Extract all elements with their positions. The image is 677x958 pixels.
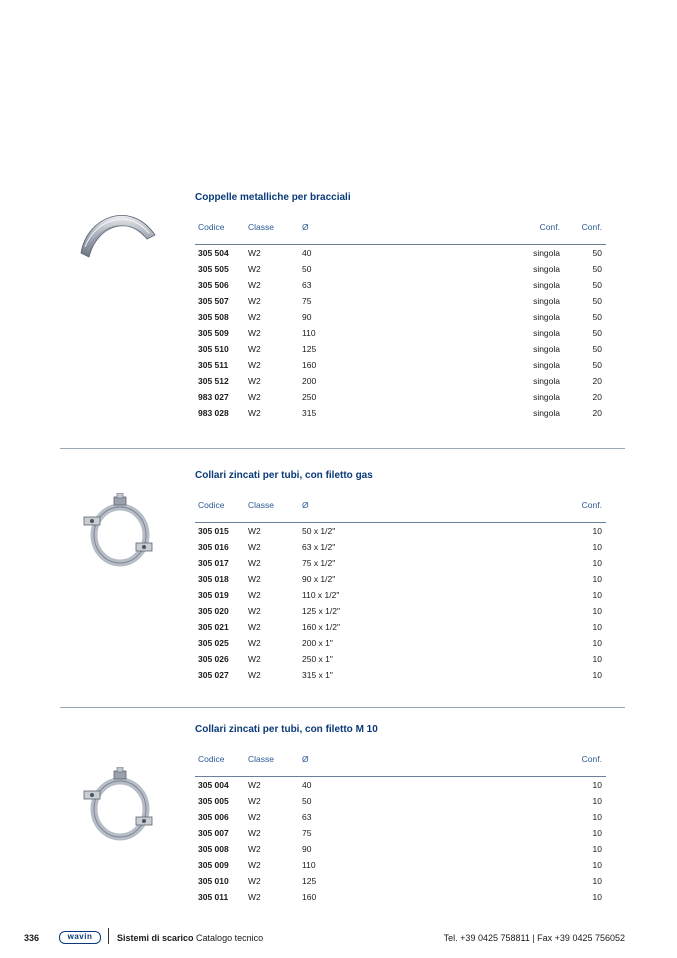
cell-conf1: singola <box>533 360 560 370</box>
page-number: 336 <box>24 933 40 943</box>
cell-code: 983 027 <box>198 392 229 402</box>
cell-code: 305 512 <box>198 376 229 386</box>
cell-cls: W2 <box>248 574 261 584</box>
cell-cls: W2 <box>248 312 261 322</box>
section-divider <box>60 448 625 449</box>
table-row <box>0 812 677 828</box>
cell-code: 305 005 <box>198 796 229 806</box>
cell-code: 305 504 <box>198 248 229 258</box>
cell-conf1: singola <box>533 248 560 258</box>
cell-cls: W2 <box>248 344 261 354</box>
cell-conf1: singola <box>533 392 560 402</box>
cell-conf2: 10 <box>592 654 602 664</box>
header-diameter: Ø <box>302 500 309 510</box>
footer-separator <box>108 928 109 944</box>
header-code: Codice <box>198 754 225 764</box>
cell-dia: 125 x 1/2" <box>302 606 340 616</box>
header-conf-qty: Conf. <box>581 500 602 510</box>
table-row <box>0 654 677 670</box>
header-class: Classe <box>248 500 274 510</box>
table-row <box>0 622 677 638</box>
cell-conf2: 10 <box>592 590 602 600</box>
cell-cls: W2 <box>248 590 261 600</box>
table-row <box>0 590 677 606</box>
cell-dia: 90 <box>302 312 312 322</box>
cell-cls: W2 <box>248 360 261 370</box>
cell-conf2: 10 <box>592 574 602 584</box>
header-diameter: Ø <box>302 754 309 764</box>
header-rule <box>195 776 606 777</box>
section-title: Collari zincati per tubi, con filetto M 10 <box>195 724 378 735</box>
cell-code: 305 020 <box>198 606 229 616</box>
cell-conf2: 50 <box>592 344 602 354</box>
cell-code: 305 006 <box>198 812 229 822</box>
cell-code: 305 004 <box>198 780 229 790</box>
table-row <box>0 558 677 574</box>
cell-dia: 40 <box>302 248 312 258</box>
cell-conf2: 50 <box>592 360 602 370</box>
cell-cls: W2 <box>248 280 261 290</box>
cell-code: 305 511 <box>198 360 229 370</box>
cell-conf1: singola <box>533 312 560 322</box>
cell-conf2: 10 <box>592 526 602 536</box>
cell-cls: W2 <box>248 670 261 680</box>
cell-conf2: 10 <box>592 828 602 838</box>
cell-dia: 125 <box>302 876 317 886</box>
cell-cls: W2 <box>248 376 261 386</box>
cell-dia: 160 x 1/2" <box>302 622 340 632</box>
cell-cls: W2 <box>248 264 261 274</box>
header-conf-qty: Conf. <box>581 754 602 764</box>
cell-code: 305 025 <box>198 638 229 648</box>
table-row <box>0 606 677 622</box>
footer-title <box>117 933 263 943</box>
header-diameter: Ø <box>302 222 309 232</box>
cell-conf2: 50 <box>592 328 602 338</box>
section-title: Collari zincati per tubi, con filetto gas <box>195 470 373 481</box>
cell-cls: W2 <box>248 892 261 902</box>
header-class: Classe <box>248 222 274 232</box>
cell-conf2: 10 <box>592 558 602 568</box>
cell-conf2: 20 <box>592 392 602 402</box>
cell-conf2: 50 <box>592 248 602 258</box>
cell-cls: W2 <box>248 606 261 616</box>
cell-dia: 250 x 1" <box>302 654 333 664</box>
wavin-logo <box>59 931 101 944</box>
cell-dia: 75 <box>302 828 312 838</box>
cell-conf2: 10 <box>592 796 602 806</box>
cell-dia: 315 <box>302 408 317 418</box>
footer-title-bold: Sistemi di scarico <box>117 933 194 943</box>
cell-code: 305 027 <box>198 670 229 680</box>
table-row <box>0 408 677 424</box>
cell-code: 305 011 <box>198 892 229 902</box>
cell-dia: 50 <box>302 796 312 806</box>
cell-code: 305 017 <box>198 558 229 568</box>
cell-cls: W2 <box>248 296 261 306</box>
header-conf-type: Conf. <box>539 222 560 232</box>
table-row <box>0 780 677 796</box>
header-class: Classe <box>248 754 274 764</box>
cell-cls: W2 <box>248 876 261 886</box>
table-row <box>0 860 677 876</box>
page-footer <box>0 930 677 950</box>
cell-conf1: singola <box>533 408 560 418</box>
cell-conf2: 10 <box>592 542 602 552</box>
table-row <box>0 574 677 590</box>
cell-conf2: 10 <box>592 638 602 648</box>
cell-dia: 50 <box>302 264 312 274</box>
cell-conf2: 20 <box>592 408 602 418</box>
table-row <box>0 344 677 360</box>
cell-code: 305 015 <box>198 526 229 536</box>
cell-dia: 40 <box>302 780 312 790</box>
cell-code: 305 506 <box>198 280 229 290</box>
cell-cls: W2 <box>248 654 261 664</box>
table-row <box>0 264 677 280</box>
header-code: Codice <box>198 500 225 510</box>
table-row <box>0 876 677 892</box>
cell-cls: W2 <box>248 408 261 418</box>
section-title: Coppelle metalliche per bracciali <box>195 192 351 203</box>
cell-dia: 75 <box>302 296 312 306</box>
cell-dia: 63 <box>302 280 312 290</box>
cell-dia: 160 <box>302 360 317 370</box>
cell-dia: 200 <box>302 376 317 386</box>
cell-conf2: 10 <box>592 812 602 822</box>
cell-dia: 110 <box>302 860 316 870</box>
cell-cls: W2 <box>248 638 261 648</box>
table-row <box>0 542 677 558</box>
cell-cls: W2 <box>248 780 261 790</box>
cell-conf2: 10 <box>592 860 602 870</box>
table-row <box>0 248 677 264</box>
table-row <box>0 312 677 328</box>
cell-code: 305 507 <box>198 296 229 306</box>
cell-conf2: 10 <box>592 780 602 790</box>
table-row <box>0 526 677 542</box>
cell-conf2: 50 <box>592 280 602 290</box>
header-conf-qty: Conf. <box>581 222 602 232</box>
table-row <box>0 828 677 844</box>
cell-cls: W2 <box>248 542 261 552</box>
cell-conf2: 50 <box>592 296 602 306</box>
cell-cls: W2 <box>248 828 261 838</box>
cell-code: 305 509 <box>198 328 229 338</box>
table-row <box>0 360 677 376</box>
cell-code: 305 007 <box>198 828 229 838</box>
cell-cls: W2 <box>248 812 261 822</box>
cell-cls: W2 <box>248 844 261 854</box>
cell-code: 305 021 <box>198 622 229 632</box>
cell-code: 305 018 <box>198 574 229 584</box>
wavin-logo-text: wavin <box>67 932 93 941</box>
cell-dia: 63 <box>302 812 312 822</box>
cell-dia: 90 x 1/2" <box>302 574 336 584</box>
table-row <box>0 280 677 296</box>
cell-cls: W2 <box>248 796 261 806</box>
cell-conf2: 10 <box>592 622 602 632</box>
cell-conf2: 10 <box>592 670 602 680</box>
cell-dia: 125 <box>302 344 317 354</box>
cell-code: 305 008 <box>198 844 229 854</box>
cell-code: 305 510 <box>198 344 229 354</box>
header-rule <box>195 244 606 245</box>
header-rule <box>195 522 606 523</box>
cell-dia: 160 <box>302 892 317 902</box>
cell-conf1: singola <box>533 280 560 290</box>
table-row <box>0 796 677 812</box>
cell-cls: W2 <box>248 860 261 870</box>
cell-dia: 200 x 1" <box>302 638 333 648</box>
cell-cls: W2 <box>248 558 261 568</box>
table-row <box>0 392 677 408</box>
cell-code: 305 505 <box>198 264 229 274</box>
table-row <box>0 670 677 686</box>
cell-dia: 50 x 1/2" <box>302 526 336 536</box>
footer-contact: Tel. +39 0425 758811 | Fax +39 0425 756052 <box>443 933 625 943</box>
cell-cls: W2 <box>248 622 261 632</box>
cell-cls: W2 <box>248 248 261 258</box>
cell-dia: 315 x 1" <box>302 670 333 680</box>
table-row <box>0 296 677 312</box>
cell-code: 305 009 <box>198 860 229 870</box>
cell-conf2: 10 <box>592 876 602 886</box>
cell-cls: W2 <box>248 526 261 536</box>
cell-conf2: 20 <box>592 376 602 386</box>
cell-code: 305 019 <box>198 590 229 600</box>
cell-conf1: singola <box>533 264 560 274</box>
cell-code: 305 016 <box>198 542 229 552</box>
cell-code: 305 508 <box>198 312 229 322</box>
cell-code: 983 028 <box>198 408 229 418</box>
cell-dia: 63 x 1/2" <box>302 542 336 552</box>
table-row <box>0 376 677 392</box>
cell-cls: W2 <box>248 328 261 338</box>
table-row <box>0 892 677 908</box>
cell-conf2: 50 <box>592 264 602 274</box>
table-row <box>0 328 677 344</box>
cell-conf1: singola <box>533 296 560 306</box>
cell-conf2: 10 <box>592 892 602 902</box>
table-row <box>0 844 677 860</box>
cell-conf2: 50 <box>592 312 602 322</box>
cell-code: 305 026 <box>198 654 229 664</box>
cell-conf1: singola <box>533 344 560 354</box>
cell-dia: 110 x 1/2" <box>302 590 340 600</box>
cell-cls: W2 <box>248 392 261 402</box>
section-divider <box>60 707 625 708</box>
table-row <box>0 638 677 654</box>
cell-conf1: singola <box>533 376 560 386</box>
cell-conf2: 10 <box>592 844 602 854</box>
cell-conf1: singola <box>533 328 560 338</box>
header-code: Codice <box>198 222 225 232</box>
cell-code: 305 010 <box>198 876 229 886</box>
cell-dia: 75 x 1/2" <box>302 558 336 568</box>
footer-title-rest: Catalogo tecnico <box>193 933 264 943</box>
cell-dia: 110 <box>302 328 316 338</box>
cell-conf2: 10 <box>592 606 602 616</box>
cell-dia: 250 <box>302 392 317 402</box>
cell-dia: 90 <box>302 844 312 854</box>
